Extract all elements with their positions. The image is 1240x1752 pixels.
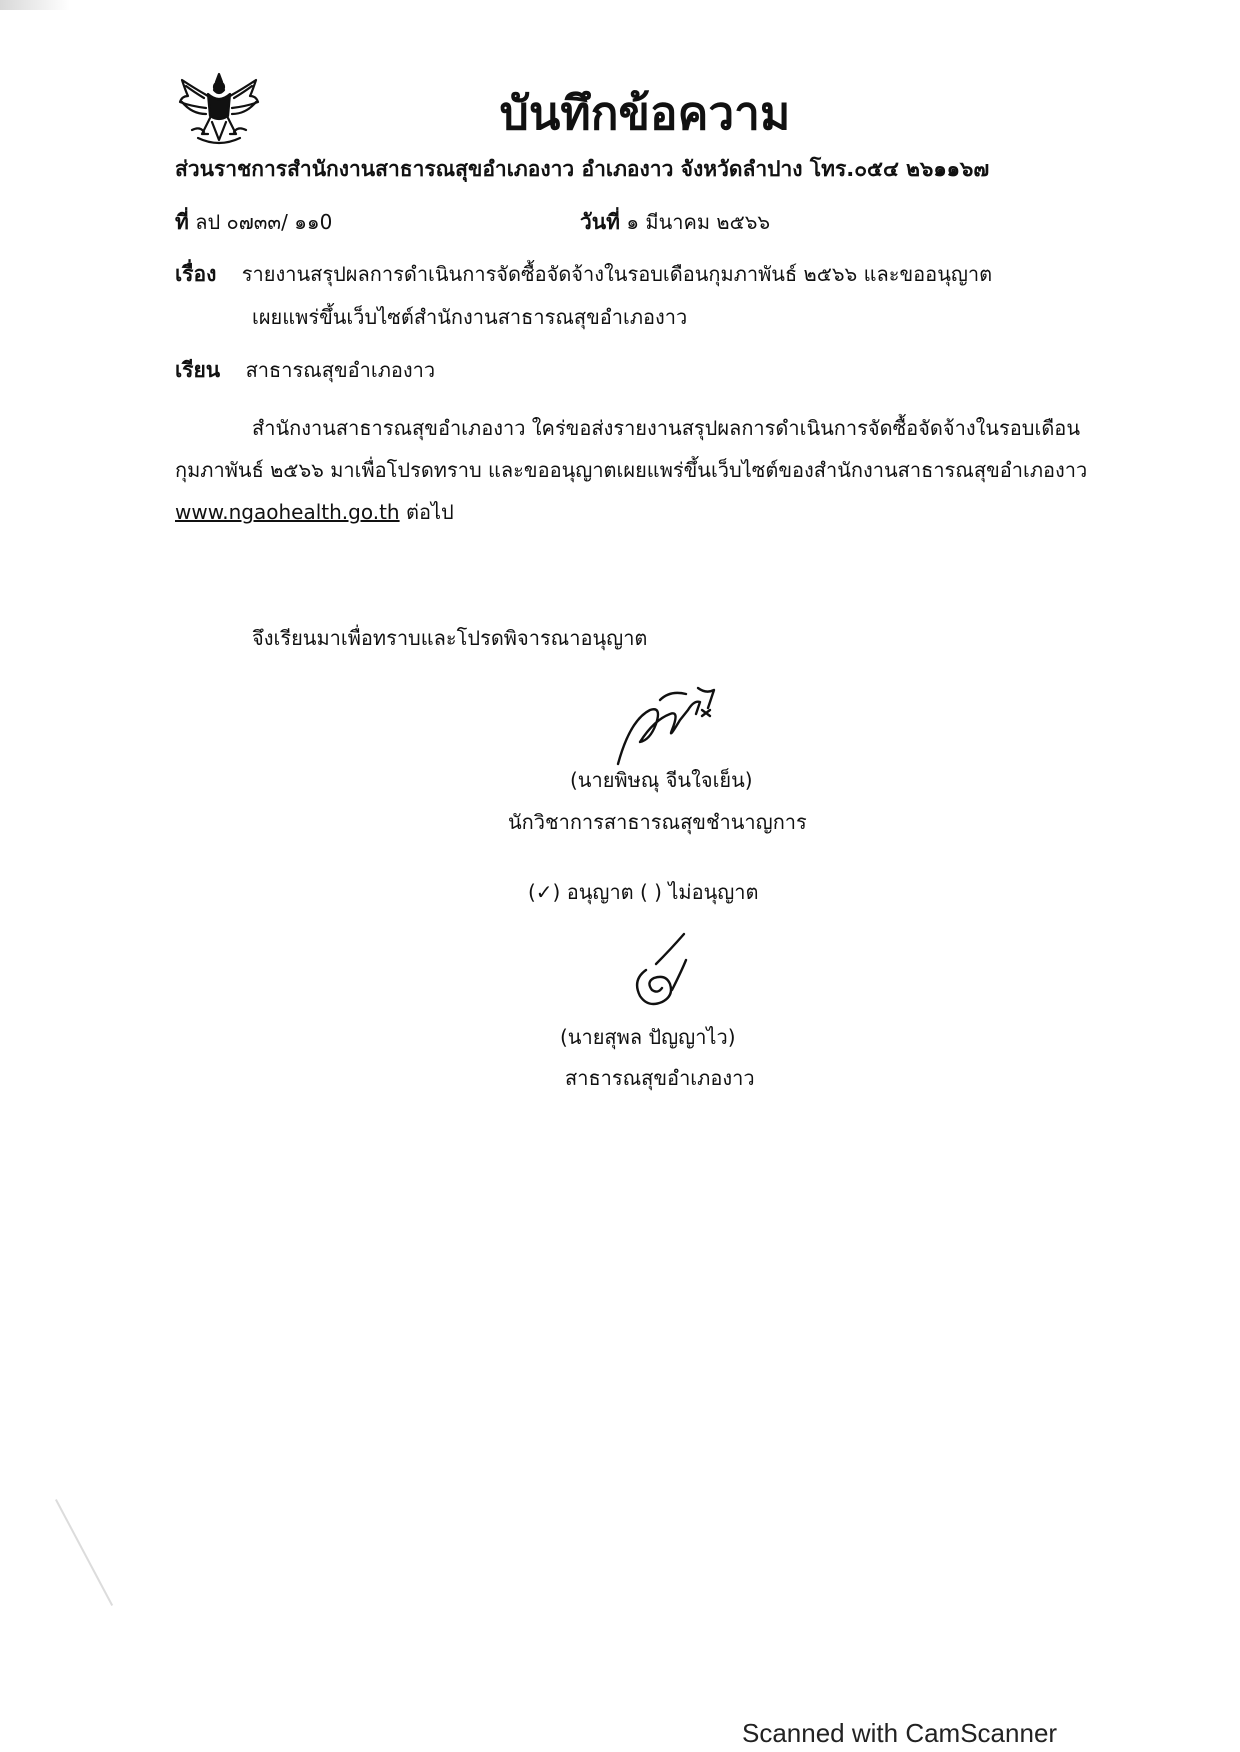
body-line-1: สำนักงานสาธารณสุขอำเภองาว ใคร่ขอส่งรายงานสรุปผลการดำเนินการจัดซื้อจัดจ้างในรอบเดือน	[252, 416, 1080, 440]
closing-line: จึงเรียนมาเพื่อทราบและโปรดพิจารณาอนุญาต	[252, 626, 648, 650]
reference-number-line	[175, 210, 332, 235]
body-line-3	[175, 500, 454, 524]
signatory-2-name: (นายสุพล ปัญญาไว)	[560, 1025, 736, 1049]
subject-label: เรื่อง	[175, 262, 217, 286]
scan-artifact-streak	[55, 1499, 113, 1606]
camscanner-watermark: Scanned with CamScanner	[742, 1718, 1058, 1748]
to-line	[175, 358, 435, 383]
reference-label: ที่	[175, 210, 189, 234]
scan-artifact-top	[0, 0, 70, 10]
date-label: วันที่	[580, 210, 620, 234]
date-value: ๑ มีนาคม ๒๕๖๖	[626, 210, 771, 234]
approval-line: (✓) อนุญาต ( ) ไม่อนุญาต	[528, 880, 759, 904]
signature-1-icon	[610, 680, 730, 770]
subject-line-1	[175, 262, 992, 287]
memo-title: บันทึกข้อความ	[499, 86, 791, 140]
reference-value: ลป ๐๗๓๓/ ๑๑0	[195, 210, 333, 234]
body-line-2: กุมภาพันธ์ ๒๕๖๖ มาเพื่อโปรดทราบ และขออนุญาตเผยแพร่ขึ้นเว็บไซต์ของสำนักงานสาธารณสุขอำเภองาว	[175, 458, 1088, 482]
to-value: สาธารณสุขอำเภองาว	[245, 358, 436, 382]
agency-label: ส่วนราชการ	[175, 157, 288, 181]
date-line	[580, 210, 770, 235]
signatory-1-name: (นายพิษณุ จีนใจเย็น)	[570, 768, 753, 792]
subject-line-2: เผยแพร่ขึ้นเว็บไซต์สำนักงานสาธารณสุขอำเภองาว	[252, 305, 688, 329]
signatory-2-position: สาธารณสุขอำเภองาว	[565, 1066, 755, 1090]
agency-value: สำนักงานสาธารณสุขอำเภองาว อำเภองาว จังหวัดลำปาง โทร.๐๕๔ ๒๖๑๑๖๗	[287, 157, 990, 181]
website-link[interactable]: www.ngaohealth.go.th	[175, 500, 400, 524]
signatory-1-position: นักวิชาการสาธารณสุขชำนาญการ	[508, 810, 807, 834]
signature-2-icon	[626, 930, 696, 1010]
subject-text-1: รายงานสรุปผลการดำเนินการจัดซื้อจัดจ้างในรอบเดือนกุมภาพันธ์ ๒๕๖๖ และขออนุญาต	[241, 262, 993, 286]
agency-line	[175, 157, 989, 182]
body-line-3-tail: ต่อไป	[399, 500, 454, 524]
to-label: เรียน	[175, 358, 221, 382]
